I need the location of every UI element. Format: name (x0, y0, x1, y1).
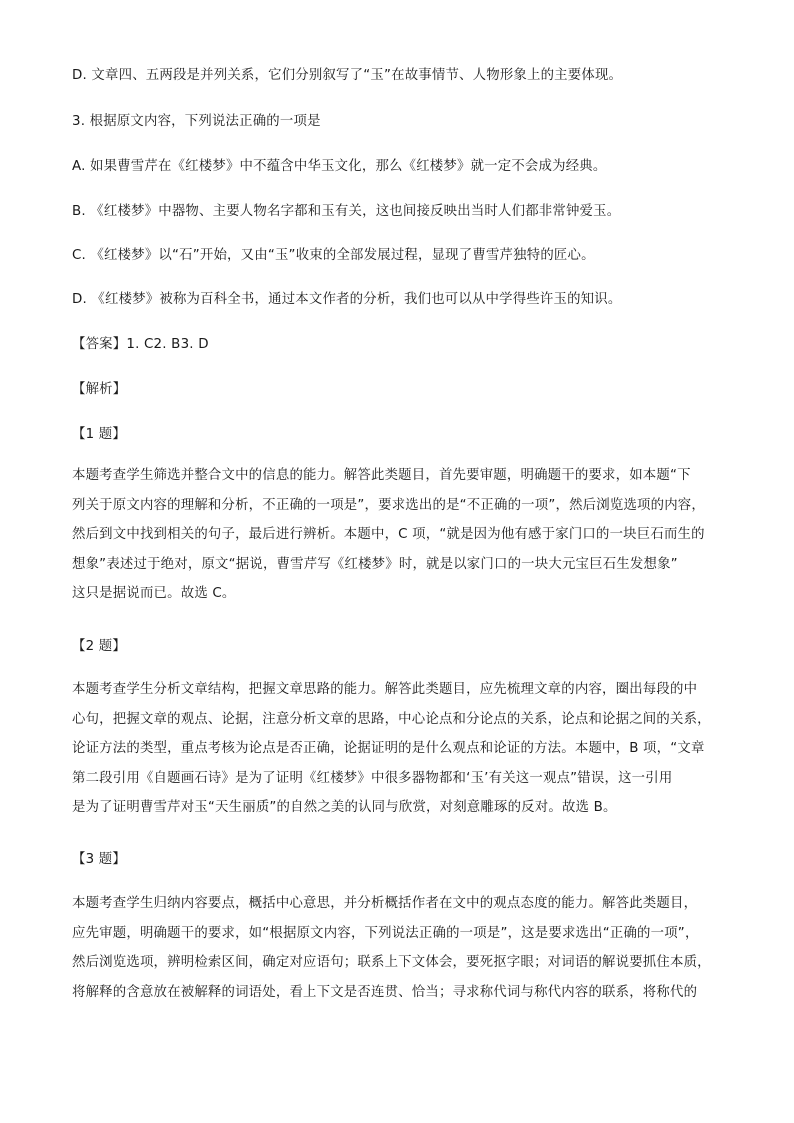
paragraph-line: 这只是据说而已。故选 C。 (72, 586, 236, 601)
paragraph-line: 然后浏览选项，辨明检索区间，确定对应语句；联系上下文体会，要死抠字眼；对词语的解说要抓住本质， (72, 955, 711, 970)
section-1-heading: 【1 题】 (72, 427, 126, 442)
paragraph-line: 心句，把握文章的观点、论据，注意分析文章的思路，中心论点和分论点的关系，论点和论据之间的关系， (72, 711, 711, 727)
section-2-heading: 【2 题】 (72, 639, 126, 654)
paragraph-line: 第二段引用《自题画石诗》是为了证明《红楼梦》中很多器物都和‘玉’有关这一观点”错误，这一引用 (72, 770, 673, 786)
q3-option-d: D. 《红楼梦》被称为百科全书，通过本文作者的分析，我们也可以从中学得些许玉的知识。 (72, 292, 622, 307)
q3-stem: 3. 根据原文内容，下列说法正确的一项是 (72, 114, 321, 129)
q2-option-d: D. 文章四、五两段是并列关系，它们分别叙写了“玉”在故事情节、人物形象上的主要体现。 (72, 68, 623, 83)
section-3-heading: 【3 题】 (72, 852, 126, 867)
paragraph-line: 将解释的含意放在被解释的词语处，看上下文是否连贯、恰当；寻求称代词与称代内容的联系，将称代的 (72, 984, 698, 1000)
q3-option-a: A. 如果曹雪芹在《红楼梦》中不蕴含中华玉文化，那么《红楼梦》就一定不会成为经典。 (72, 159, 607, 174)
section-2-paragraph (72, 680, 734, 828)
q3-option-b: B. 《红楼梦》中器物、主要人物名字都和玉有关，这也间接反映出当时人们都非常钟爱玉。 (72, 204, 621, 219)
paragraph-line: 本题考查学生归纳内容要点，概括中心意思，并分析概括作者在文中的观点态度的能力。解答此类题目， (72, 896, 698, 911)
paragraph-line: 是为了证明曹雪芹对玉“天生丽质”的自然之美的认同与欣赏，对刻意雕琢的反对。故选 B。 (72, 800, 617, 815)
paragraph-line: 然后到文中找到相关的句子，最后进行辨析。本题中，C 项，“就是因为他有感于家门口的一块巨石而生的 (72, 527, 705, 542)
section-3-paragraph (72, 894, 734, 1012)
section-1-paragraph (72, 466, 734, 614)
paragraph-line: 应先审题，明确题干的要求，如“根据原文内容，下列说法正确的一项是”，这是要求选出“正确的一项”， (72, 925, 699, 941)
paragraph-line: 本题考查学生筛选并整合文中的信息的能力。解答此类题目，首先要审题，明确题干的要求，如本题“下 (72, 468, 691, 483)
paragraph-line: 论证方法的类型，重点考核为论点是否正确，论据证明的是什么观点和论证的方法。本题中，B 项，“文章 (72, 741, 705, 756)
q3-option-c: C. 《红楼梦》以“石”开始，又由“玉”收束的全部发展过程，显现了曹雪芹独特的匠心。 (72, 248, 595, 263)
paragraph-line: 想象”表述过于绝对，原文“据说，曹雪芹写《红楼梦》时，就是以家门口的一块大元宝巨石生发想象” (72, 556, 678, 572)
paragraph-line: 本题考查学生分析文章结构，把握文章思路的能力。解答此类题目，应先梳理文章的内容，圈出每段的中 (72, 682, 698, 697)
analysis-heading: 【解析】 (72, 382, 127, 397)
answer-line: 【答案】1. C2. B3. D (72, 337, 209, 352)
paragraph-line: 列关于原文内容的理解和分析，不正确的一项是”，要求选出的是“不正确的一项”，然后浏览选项的内容， (72, 497, 705, 513)
